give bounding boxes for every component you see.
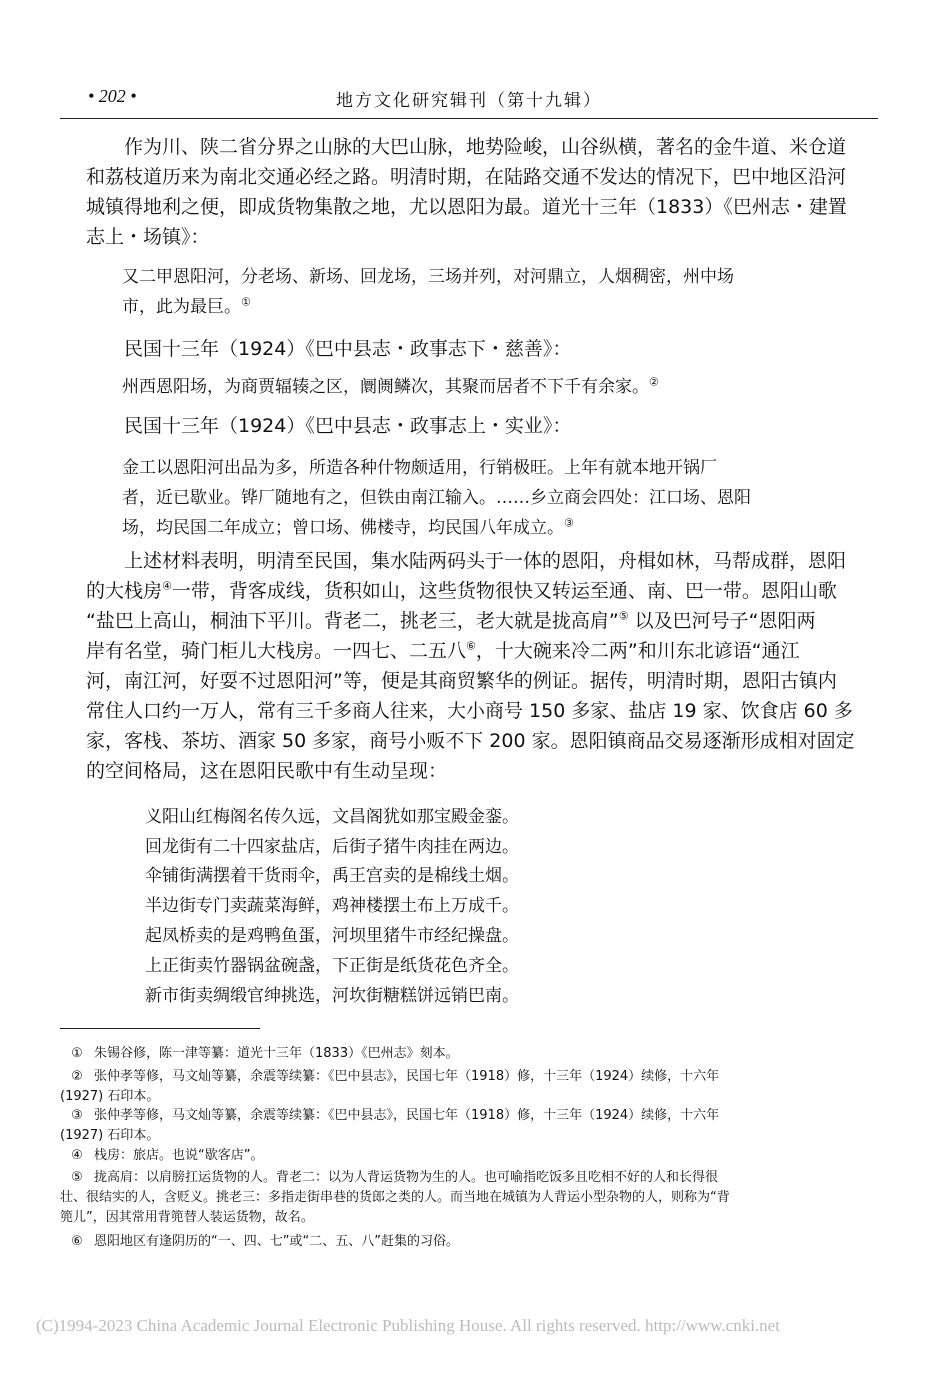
text-line: “盐巴上高山，桐油下平川。背老二，挑老三，老大就是拢高肩”⑤ 以及巴河号子“恩阳两	[86, 609, 816, 632]
text-line: 的大栈房④一带，背客成线，货积如山，这些货物很快又转运至通、南、巴一带。恩阳山歌	[86, 579, 837, 602]
text-line: 城镇得地利之便，即成货物集散之地，尤以恩阳为最。道光十三年（1833）《巴州志・建置	[86, 196, 847, 218]
text-line: 岸有名堂，骑门柜儿大栈房。一四七、二五八⑥，十大碗来冷二两”和川东北谚语“通江	[86, 639, 800, 662]
verse-line: 义阳山红梅阁名传久远，文昌阁犹如那宝殿金銮。	[145, 807, 519, 827]
verse-line: 新市街卖绸缎官绅挑选，河坎街糖糕饼远销巴南。	[145, 986, 519, 1006]
text-line: 河，南江河，好耍不过恩阳河”等，便是其商贸繁华的例证。据传，明清时期，恩阳古镇内	[86, 670, 837, 692]
quote-2	[122, 372, 868, 402]
footnote-ref-2[interactable]: ②	[649, 375, 659, 389]
text-line: 志上・场镇》：	[86, 226, 210, 248]
quote-3	[122, 453, 868, 543]
quote-1	[122, 262, 868, 322]
header-rule	[60, 118, 878, 119]
verse-line: 伞铺街满摆着干货雨伞，禹王宫卖的是棉线土烟。	[145, 866, 519, 886]
footnote-rule	[60, 1028, 260, 1029]
quote-line: 州西恩阳场，为商贾辐辏之区，阛阓鳞次，其聚而居者不下千有余家。②	[122, 375, 659, 397]
text-line: 常住人口约一万人，常有三千多商人往来，大小商号 150 多家、盐店 19 家、饮食店 60 多	[86, 700, 853, 722]
quote-line: 市，此为最巨。①	[122, 295, 251, 317]
footnote-ref-1[interactable]: ①	[241, 295, 251, 309]
text-line: 和荔枝道历来为南北交通必经之路。明清时期，在陆路交通不发达的情况下，巴中地区沿河	[86, 166, 847, 188]
footnote-1: ① 朱锡谷修，陈一津等纂：道光十三年（1833）《巴州志》刻本。	[71, 1046, 459, 1061]
text-line: 家，客栈、茶坊、酒家 50 多家，商号小贩不下 200 家。恩阳镇商品交易逐渐形成相对固定	[86, 730, 855, 752]
quote-line: 又二甲恩阳河，分老场、新场、回龙场，三场并列，对河鼎立，人烟稠密，州中场	[122, 267, 734, 287]
paragraph-1	[86, 132, 866, 252]
page-number: • 202 •	[88, 86, 137, 106]
paragraph-2	[86, 334, 866, 364]
page-header	[60, 86, 878, 116]
verse-line: 回龙街有二十四家盐店，后街子猪牛肉挂在两边。	[145, 837, 519, 857]
text-line: 上述材料表明，明清至民国，集水陆两码头于一体的恩阳，舟楫如林，马帮成群，恩阳	[124, 550, 847, 572]
verse-line: 半边街专门卖蔬菜海鲜，鸡神楼摆土布上万成千。	[145, 896, 519, 916]
text-line: 民国十三年（1924）《巴中县志・政事志下・慈善》：	[124, 338, 572, 360]
footnote-4: ④ 栈房：旅店。也说“歇客店”。	[71, 1148, 264, 1163]
footnote-ref-6[interactable]: ⑥	[466, 639, 476, 653]
footnote-ref-5[interactable]: ⑤	[618, 609, 629, 623]
verse-line: 起凤桥卖的是鸡鸭鱼蛋，河坝里猪牛市经纪操盘。	[145, 926, 519, 946]
text-line: 作为川、陕二省分界之山脉的大巴山脉，地势险峻，山谷纵横，著名的金牛道、米仓道	[124, 136, 847, 158]
footnote-ref-4[interactable]: ④	[162, 579, 172, 593]
footnote-2: ② 张仲孝等修，马文灿等纂，余震等续纂：《巴中县志》，民国七年（1918）修，十三年（1924）续修，十六年 (1927) 石印本。	[60, 1069, 720, 1104]
paragraph-3	[86, 411, 866, 441]
copyright-notice: (C)1994-2023 China Academic Journal Electronic Publishing House. All rights reserved. http://www.cnki.net	[36, 1316, 780, 1335]
footnote-3: ③ 张仲孝等修，马文灿等纂，余震等续纂：《巴中县志》，民国七年（1918）修，十三年（1924）续修，十六年 (1927) 石印本。	[60, 1108, 720, 1143]
quote-line: 者，近已歇业。铧厂随地有之，但铁由南江输入。……乡立商会四处：江口场、恩阳	[122, 488, 751, 508]
quote-line: 场，均民国二年成立；曾口场、佛楼寺，均民国八年成立。③	[122, 516, 574, 538]
text-line: 民国十三年（1924）《巴中县志・政事志上・实业》：	[124, 415, 572, 437]
verse-line: 上正街卖竹器锅盆碗盏，下正街是纸货花色齐全。	[145, 956, 519, 976]
quote-line: 金工以恩阳河出品为多，所造各种什物颇适用，行销极旺。上年有就本地开锅厂	[122, 458, 717, 478]
footnote-ref-3[interactable]: ③	[564, 516, 574, 530]
journal-title: 地方文化研究辑刊（第十九辑）	[336, 91, 602, 111]
footnote-6: ⑥ 恩阳地区有逢阴历的“一、四、七”或“二、五、八”赶集的习俗。	[71, 1234, 459, 1249]
footnote-5: ⑤ 拢高肩：以肩膀扛运货物的人。背老二：以为人背运货物为生的人。也可喻指吃饭多且吃相不好的人和长得很 壮、很结实的人，含贬义。挑老三：多指走街串巷的货郎之类的人。而当地在城镇为人背运小型杂物的人，则称为“背 篼儿”，因其常用背篼替人装运货物，故名。	[60, 1170, 730, 1225]
paragraph-4	[86, 546, 866, 786]
text-line: 的空间格局，这在恩阳民歌中有生动呈现：	[86, 760, 448, 782]
